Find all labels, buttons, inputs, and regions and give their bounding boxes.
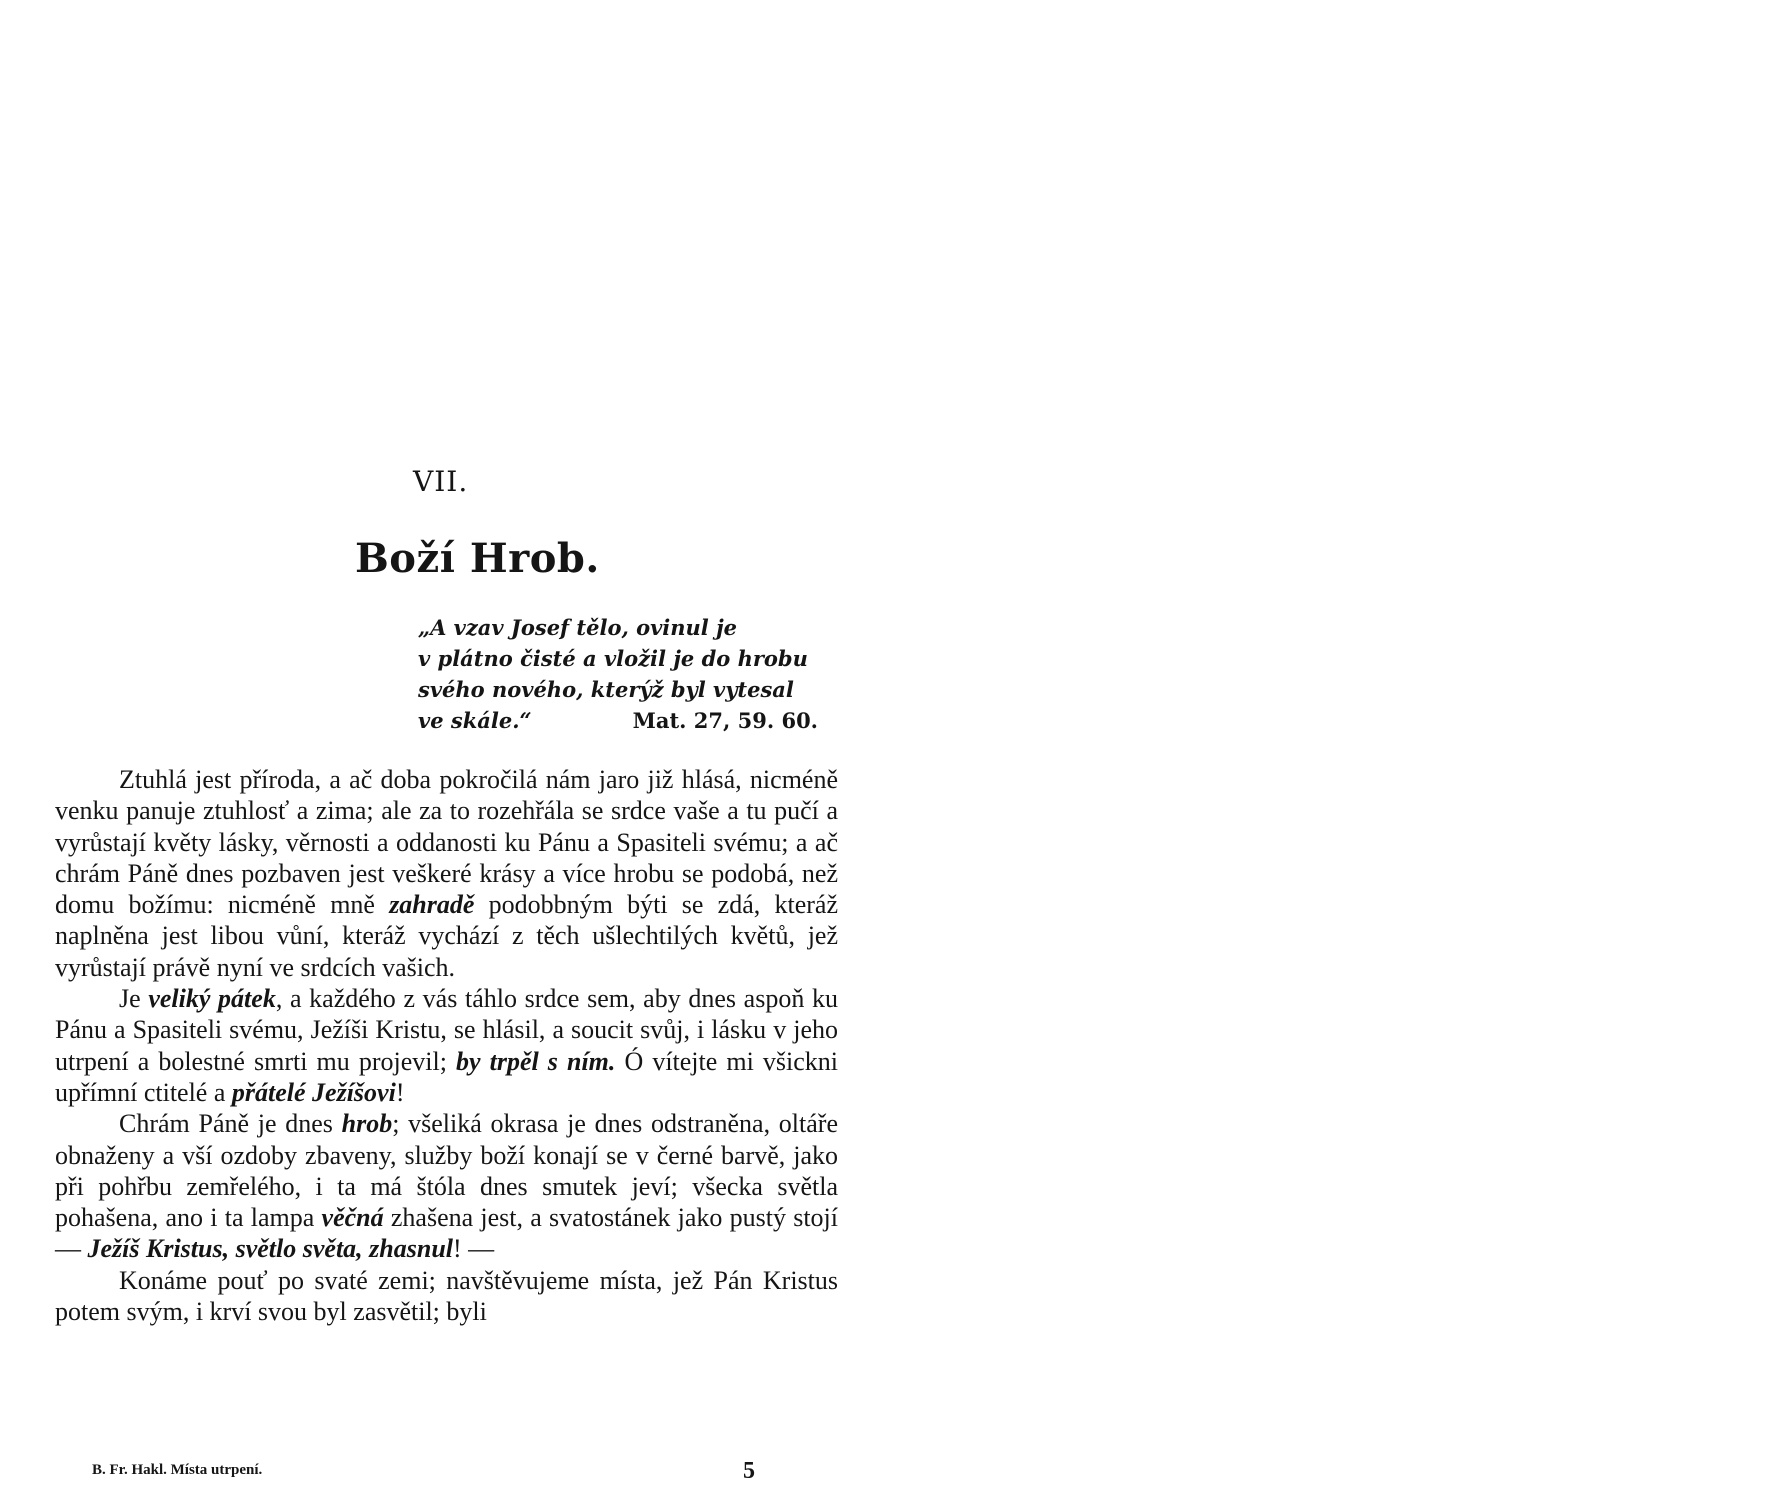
- body-text-run: ; všeliká okrasa je dnes odstraněna, oltáře obnaženy a vší ozdoby zbaveny, služby boží konají se v černé barvě, jako při pohřbu zemřelého, i ta má štóla dnes smutek jeví; všecka světla pohašena, ano i ta lampa: [55, 1109, 838, 1233]
- paragraph: [55, 764, 838, 983]
- signature-number: 5: [743, 1458, 755, 1484]
- epigraph-line: „A vzav Josef tělo, ovinul je: [418, 615, 738, 640]
- emphasis-text: zahradě: [389, 890, 475, 920]
- left-body-text: [55, 764, 838, 1327]
- emphasis-text: věčná: [321, 1203, 384, 1233]
- body-text-run: Ó vítejte mi všickni upřímní ctitelé a: [55, 1046, 838, 1107]
- body-text-run: , a každého z vás táhlo srdce sem, aby dnes aspoň ku Pánu a Spasiteli svému, Ježíši Kristu, se hlásil, a soucit svůj, i lásku v jeho utrpení a bolestné smrti mu projevil;: [55, 984, 838, 1076]
- chapter-number: VII.: [413, 465, 469, 498]
- right-page: [884, 0, 1768, 1500]
- body-text-run: zhašena jest, a svatostánek jako pustý stojí —: [55, 1203, 839, 1264]
- epigraph-line: v plátno čisté a vložil je do hrobu: [418, 646, 808, 671]
- paragraph: [55, 1108, 838, 1264]
- epigraph-line: ve skále.“: [418, 708, 532, 733]
- body-text-run: podobbným býti se zdá, kteráž naplněna jest libou vůní, kteráž vychází z těch ušlechtilých květů, jež vyrůstají právě nyní ve srdcích vašich.: [55, 890, 838, 982]
- epigraph: [418, 612, 818, 736]
- body-text-run: Konáme pouť po svaté zemi; navštěvujeme místa, jež Pán Kristus potem svým, i krví svou byl zasvětil; byli: [55, 1265, 838, 1327]
- body-text-run: !: [395, 1077, 405, 1107]
- body-text-run: Chrám Páně je dnes: [119, 1109, 342, 1139]
- emphasis-text: přátelé Ježíšovi: [231, 1077, 396, 1107]
- body-text-run: Ztuhlá jest příroda, a ač doba pokročilá nám jaro již hlásá, nicméně venku panuje ztuhlosť a zima; ale za to rozehřála se srdce vaše a tu pučí a vyrůstají květy lásky, věrnosti a oddanosti ku Pánu a Spasiteli svému; a ač chrám Páně dnes pozbaven jest veškeré krásy a více hrobu se podobá, než domu božímu: nicméně mně: [55, 765, 838, 920]
- emphasis-text: Ježíš Kristus, světlo světa, zhasnul: [87, 1234, 454, 1264]
- body-text-run: ! —: [453, 1234, 495, 1264]
- emphasis-text: hrob: [341, 1109, 393, 1139]
- paragraph: [55, 983, 838, 1108]
- body-text-run: Je: [119, 984, 149, 1014]
- epigraph-reference: Mat. 27, 59. 60.: [632, 708, 818, 733]
- emphasis-text: by trpěl s ním.: [456, 1046, 616, 1076]
- emphasis-text: veliký pátek: [148, 984, 276, 1014]
- footer-imprint: B. Fr. Hakl. Místa utrpení.: [92, 1462, 263, 1478]
- epigraph-last-line: [418, 705, 818, 736]
- paragraph: [55, 1265, 838, 1328]
- chapter-title: Boží Hrob.: [355, 535, 600, 582]
- epigraph-line: svého nového, kterýž byl vytesal: [418, 677, 794, 702]
